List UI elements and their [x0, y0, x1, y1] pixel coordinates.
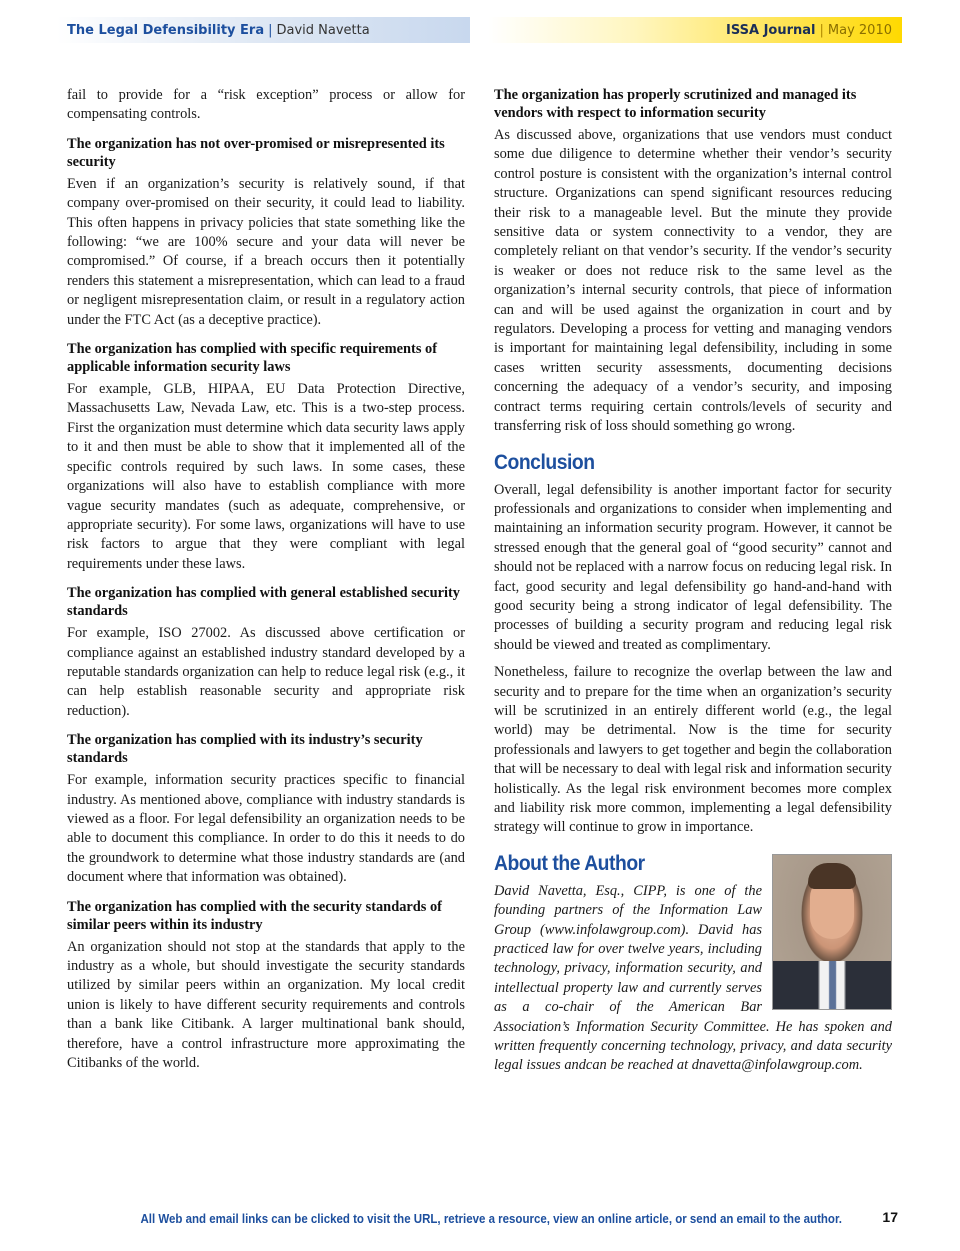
section-heading: The organization has complied with the security standards of similar peers within its industry: [67, 898, 442, 933]
section-body: For example, GLB, HIPAA, EU Data Protection Directive, Massachusetts Law, Nevada Law, etc. This is a two-step process. First the organization must determine which data security laws apply to it and then must be able to show that it implemented all of the specific controls required by such laws. In some cases, these organizations will also have to establish compliance with more vague security mandates (such as adequate, comprehensive, or appropriate security). For some laws, organizations will have to use risk factors to argue that they were compliant with legal requirements under these laws.: [67, 381, 465, 572]
section-vendors: [494, 86, 892, 437]
header-author: David Navetta: [276, 22, 370, 38]
conclusion-paragraph: Overall, legal defensibility is another important factor for security professionals and organizations to consider when implementing and maintaining an information security program. However, it cannot be stressed enough that the general goal of “good security” cannot and should not be replaced with a narrow focus on reducing legal risk. In fact, good security and legal defensibility go hand-and-hand with good security being a strong indicator of legal defensibility. The processes of building a security program and reducing legal risk should be viewed and treated as complimentary.: [494, 481, 892, 653]
section-misrepresentation: [67, 135, 465, 330]
footer-link-note: All Web and email links can be clicked to visit the URL, retrieve a resource, view an online article, or send an email to the author.: [140, 1212, 843, 1226]
section-industry-standards: [67, 731, 465, 887]
section-heading: The organization has not over-promised or misrepresented its security: [67, 135, 445, 170]
about-heading: About the Author: [494, 851, 645, 875]
issue-date: May 2010: [827, 22, 892, 38]
running-header-right: [488, 17, 902, 43]
running-header-left: [0, 17, 470, 43]
header-separator: |: [268, 22, 273, 38]
author-suit: [773, 961, 891, 1009]
section-heading: The organization has complied with general established security standards: [67, 585, 460, 620]
section-heading: The organization has complied with specific requirements of applicable information security laws: [67, 341, 438, 376]
section-peer-standards: [67, 898, 465, 1074]
about-the-author: [494, 852, 892, 1076]
article-title: The Legal Defensibility Era: [67, 22, 265, 38]
section-body: For example, information security practices specific to financial industry. As mentioned above, compliance with industry standards is viewed as a floor. For legal defensibility an organization needs to be able to document this compliance. In order to do this it needs to do the groundwork to determine what those industry standards are (and document where that information was obtained).: [67, 772, 465, 886]
left-column: [67, 86, 465, 1083]
opening-section: [67, 86, 465, 125]
opening-paragraph: fail to provide for a “risk exception” process or allow for compensating controls.: [67, 87, 465, 123]
section-general-standards: [67, 584, 465, 721]
section-body: For example, ISO 27002. As discussed above certification or compliance against an established industry standard developed by a reputable standards organization can help to reduce legal risk (e.g., it can help establish reasonable security and appropriate risk reduction).: [67, 625, 465, 719]
conclusion-heading: Conclusion: [494, 450, 595, 474]
section-security-laws: [67, 340, 465, 574]
author-hair: [808, 863, 856, 889]
journal-name: ISSA Journal: [726, 22, 816, 38]
conclusion-paragraph: Nonetheless, failure to recognize the overlap between the law and security and to prepare for the time when an organization’s security will be scrutinized in an entirely different world (e.g., the legal world) may be detrimental. Now is the time for security professionals and lawyers to get together and begin the collaboration that will be necessary to deal with legal risk and information security holistically. As the legal risk environment becomes more complex and liability risk more common, implementing a legal defensibility strategy will continue to grow in importance.: [494, 664, 892, 836]
section-body: An organization should not stop at the standards that apply to the industry as a whole, but should investigate the security standards utilized by similar peers within an organization. My local credit union is likely to have different security requirements and controls than a bank like Citibank. A larger multinational bank should, therefore, have a control infrastructure more approximating the Citibanks of the world.: [67, 938, 465, 1072]
section-body: Even if an organization’s security is relatively sound, if that company over-promised on their security, it could lead to liability. This often happens in privacy policies that state something like the following: “we are 100% secure and your data will never be compromised.” Of course, if a breach occurs then it potentially renders this statement a misrepresentation, which can lead to a fraud or negligent misrepresentation claim, or result in a regulatory action under the FTC Act (as a deceptive practice).: [67, 175, 465, 328]
author-photo: [772, 854, 892, 1010]
author-bio: David Navetta, Esq., CIPP, is one of the founding partners of the Information Law Group (www.infolawgroup.com). David has practiced law for over twelve years, including technology, privacy, information security, and intellectual property law and currently serves as a co-chair of the American Bar Association’s Information Security Committee. He has spoken and written frequently concerning technology, privacy, and data security legal issues andcan be reached at dnavetta@infolawgroup.com.: [494, 882, 892, 1074]
section-body: As discussed above, organizations that use vendors must conduct some due diligence to determine whether their vendor’s security control posture is consistent with the organization’s internal control structure. Organizations can spend significant resources reducing their risk to a manageable level. But the minute they provide sensitive data or system connectivity to a vendor, they are completely reliant on that vendor’s security. If the vendor’s security is weaker or does not reduce risk to the same level as the organization’s internal security controls, that piece of information can and will be used against the organization in court and by regulators. Developing a process for vetting and managing vendors is important for maintaining legal defensibility, including in some cases written security assessments, documenting decisions concerning the adequacy of a vendor’s security, and imposing contract terms requiring certain controls/levels of security and transferring risk of loss should something go wrong.: [494, 127, 892, 435]
header-separator-right: |: [819, 22, 824, 38]
page-number: 17: [882, 1209, 898, 1225]
section-heading: The organization has properly scrutinized and managed its vendors with respect to information security: [494, 87, 857, 121]
right-column: [494, 86, 892, 1076]
section-heading: The organization has complied with its industry’s security standards: [67, 732, 423, 767]
